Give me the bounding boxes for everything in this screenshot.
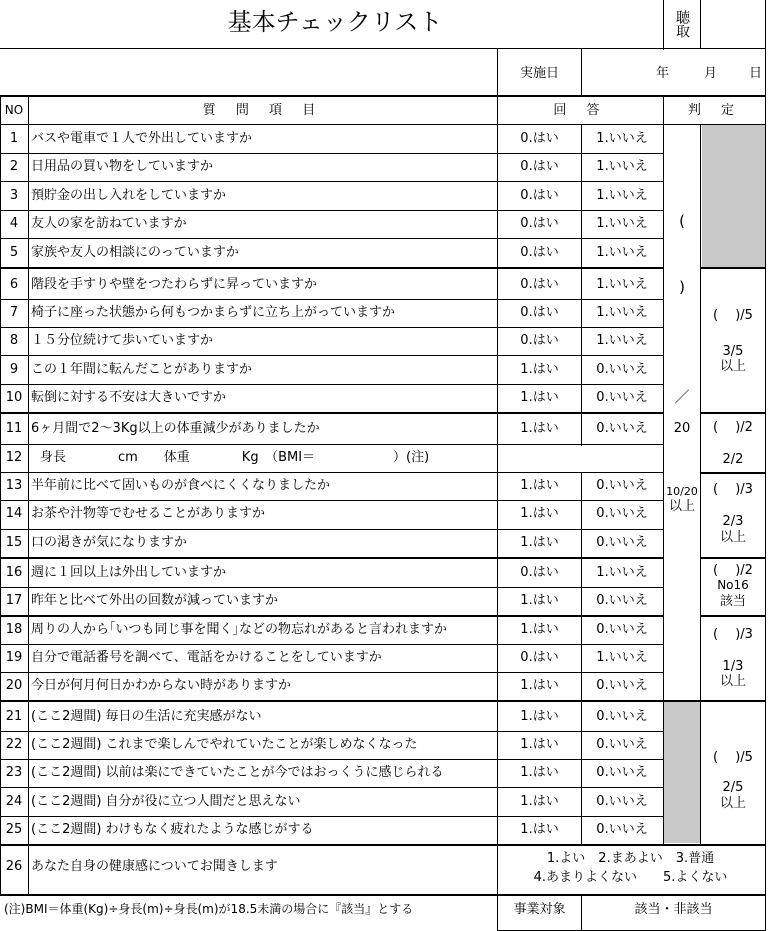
answer-option-1[interactable]: 0.いいえ <box>596 362 648 377</box>
overall-denominator: 20 <box>673 421 691 436</box>
page-title: 基本チェックリスト <box>227 8 443 36</box>
answer-option-0[interactable]: 1.はい <box>520 593 559 608</box>
judgment-score-nutrition[interactable]: ( )/2 <box>713 420 753 435</box>
header-no: NO <box>4 103 24 117</box>
judgment-threshold-oral: 2/3 <box>722 514 744 529</box>
question-text: (ここ2週間) わけもなく疲れたような感じがする <box>31 822 314 837</box>
question-text: 周りの人から｢いつも同じ事を聞く｣などの物忘れがあると言われますか <box>31 622 448 637</box>
date-year: 年 <box>656 66 670 81</box>
judgment-score-motor[interactable]: ( )/5 <box>713 308 753 323</box>
hearing-label: 聴取 <box>674 10 690 38</box>
answer-option-1[interactable]: 1.いいえ <box>596 131 648 146</box>
judgment-threshold-motor: 3/5 <box>722 344 744 359</box>
question-text: 転倒に対する不安は大きいですか <box>31 390 227 405</box>
answer-option-0[interactable]: 1.はい <box>520 362 559 377</box>
answer-option-0[interactable]: 0.はい <box>520 245 559 260</box>
answer-option-0[interactable]: 1.はい <box>520 421 559 436</box>
answer-option-0[interactable]: 1.はい <box>520 765 559 780</box>
question-text: バスや電車で１人で外出していますか <box>31 131 253 146</box>
judgment-score-depression[interactable]: ( )/5 <box>713 750 753 765</box>
bmi-note: (注)BMI＝体重(Kg)÷身長(m)÷身長(m)が18.5未満の場合に『該当』とする <box>4 902 414 916</box>
answer-option-1[interactable]: 0.いいえ <box>596 794 648 809</box>
answer-option-1[interactable]: 1.いいえ <box>596 188 648 203</box>
answer-option-0[interactable]: 1.はい <box>520 478 559 493</box>
question-text: (ここ2週間) 以前は楽にできていたことが今ではおっくうに感じられる <box>31 765 444 780</box>
overall-open-paren: ( <box>679 212 685 230</box>
answer-option-1[interactable]: 1.いいえ <box>596 277 648 292</box>
answer-option-1[interactable]: 1.いいえ <box>596 333 648 348</box>
answer-option-0[interactable]: 0.はい <box>520 159 559 174</box>
question-text: 椅子に座った状態から何もつかまらずに立ち上がっていますか <box>31 305 396 320</box>
hearing-input[interactable] <box>701 1 765 47</box>
answer-option-1[interactable]: 0.いいえ <box>596 765 648 780</box>
question-text: １５分位続けて歩いていますか <box>31 333 214 348</box>
answer-option-1[interactable]: 1.いいえ <box>596 565 648 580</box>
answer-option-0[interactable]: 1.はい <box>520 822 559 837</box>
answer-option-1[interactable]: 0.いいえ <box>596 506 648 521</box>
answer-option-0[interactable]: 1.はい <box>520 709 559 724</box>
date-day: 日 <box>749 66 763 81</box>
judgment-word-cognitive: 以上 <box>719 674 746 689</box>
answer-option-0[interactable]: 0.はい <box>520 216 559 231</box>
judgment-score-cognitive[interactable]: ( )/3 <box>713 627 753 642</box>
header-question: 質 問 項 目 <box>202 103 324 118</box>
question-text: あなた自身の健康感についてお聞きします <box>31 859 278 874</box>
answer-option-1[interactable]: 1.いいえ <box>596 245 648 260</box>
question-text: 預貯金の出し入れをしていますか <box>31 188 227 203</box>
question-text: 6ヶ月間で2～3Kg以上の体重減少がありましたか <box>31 421 320 436</box>
date-label: 実施日 <box>519 66 559 81</box>
answer-option-1[interactable]: 1.いいえ <box>596 216 648 231</box>
answer-option-0[interactable]: 0.はい <box>520 650 559 665</box>
overall-threshold: 10/20 <box>666 485 698 498</box>
question-text[interactable]: 身長 cm 体重 Kg （BMI＝ ）(注) <box>40 450 430 465</box>
answer-option-1[interactable]: 0.いいえ <box>596 737 648 752</box>
answer-option-0[interactable]: 0.はい <box>520 188 559 203</box>
answer-option-1[interactable]: 1.いいえ <box>596 305 648 320</box>
q26-answer-line2[interactable]: 4.あまりよくない 5.よくない <box>533 870 728 885</box>
answer-option-0[interactable]: 1.はい <box>520 678 559 693</box>
judgment-word-housebound: 該当 <box>719 594 746 609</box>
question-text: 半年前に比べて固いものが食べにくくなりましたか <box>31 478 331 493</box>
question-text: 自分で電話番号を調べて、電話をかけることをしていますか <box>31 650 382 665</box>
answer-option-1[interactable]: 0.いいえ <box>596 535 648 550</box>
overall-slash: ／ <box>674 388 690 406</box>
answer-option-0[interactable]: 1.はい <box>520 506 559 521</box>
judgment-word-oral: 以上 <box>719 530 746 545</box>
header-answer: 回 答 <box>553 103 608 118</box>
target-value[interactable]: 該当・非該当 <box>634 902 713 917</box>
question-text: (ここ2週間) これまで楽しんでやれていたことが楽しめなくなった <box>31 737 418 752</box>
answer-option-0[interactable]: 0.はい <box>520 565 559 580</box>
judgment-threshold-cognitive: 1/3 <box>722 659 744 674</box>
answer-option-0[interactable]: 0.はい <box>520 305 559 320</box>
question-text: (ここ2週間) 毎日の生活に充実感がない <box>31 709 262 724</box>
answer-option-1[interactable]: 0.いいえ <box>596 421 648 436</box>
answer-option-1[interactable]: 0.いいえ <box>596 390 648 405</box>
overall-threshold-word: 以上 <box>668 499 695 514</box>
shaded-cell-2 <box>664 702 700 843</box>
overall-close-paren: ) <box>679 278 685 296</box>
answer-option-1[interactable]: 0.いいえ <box>596 622 648 637</box>
question-text: 階段を手すりや壁をつたわらずに昇っていますか <box>31 277 318 292</box>
judgment-threshold-nutrition: 2/2 <box>722 452 744 467</box>
answer-option-0[interactable]: 0.はい <box>520 333 559 348</box>
answer-option-1[interactable]: 0.いいえ <box>596 478 648 493</box>
question-text: 口の渇きが気になりますか <box>31 535 188 550</box>
question-text: (ここ2週間) 自分が役に立つ人間だと思えない <box>31 794 301 809</box>
question-text: 日用品の買い物をしていますか <box>31 159 214 174</box>
answer-option-1[interactable]: 0.いいえ <box>596 678 648 693</box>
question-text: 昨年と比べて外出の回数が減っていますか <box>31 593 279 608</box>
date-month: 月 <box>704 66 718 81</box>
answer-option-1[interactable]: 0.いいえ <box>596 709 648 724</box>
answer-option-0[interactable]: 0.はい <box>520 131 559 146</box>
judgment-score-oral[interactable]: ( )/3 <box>713 482 753 497</box>
question-text: 友人の家を訪ねていますか <box>31 216 187 231</box>
question-text: 今日が何月何日かわからない時がありますか <box>31 678 292 693</box>
answer-option-1[interactable]: 0.いいえ <box>596 593 648 608</box>
target-label: 事業対象 <box>513 902 566 917</box>
judgment-threshold-depression: 2/5 <box>722 780 744 795</box>
judgment-word-motor: 以上 <box>719 359 746 374</box>
shaded-cell-1 <box>702 125 766 268</box>
judgment-score-housebound[interactable]: ( )/2 <box>713 563 753 578</box>
answer-option-1[interactable]: 1.いいえ <box>596 159 648 174</box>
answer-option-1[interactable]: 1.いいえ <box>596 650 648 665</box>
answer-option-0[interactable]: 1.はい <box>520 794 559 809</box>
date-input[interactable] <box>583 50 765 94</box>
question-text: 週に１回以上は外出していますか <box>31 565 227 580</box>
answer-option-0[interactable]: 1.はい <box>520 390 559 405</box>
answer-option-0[interactable]: 1.はい <box>520 535 559 550</box>
question-text: 家族や友人の相談にのっていますか <box>31 245 239 260</box>
question-text: お茶や汁物等でむせることがありますか <box>31 506 266 521</box>
answer-option-1[interactable]: 0.いいえ <box>596 822 648 837</box>
judgment-threshold-housebound: No16 <box>717 578 749 592</box>
question-text: この１年間に転んだことがありますか <box>31 362 253 377</box>
header-judgment: 判 定 <box>687 103 743 118</box>
answer-option-0[interactable]: 1.はい <box>520 622 559 637</box>
judgment-word-depression: 以上 <box>719 796 746 811</box>
answer-option-0[interactable]: 0.はい <box>520 277 559 292</box>
answer-option-0[interactable]: 1.はい <box>520 737 559 752</box>
q26-answer-line1[interactable]: 1.よい 2.まあよい 3.普通 <box>546 851 715 866</box>
